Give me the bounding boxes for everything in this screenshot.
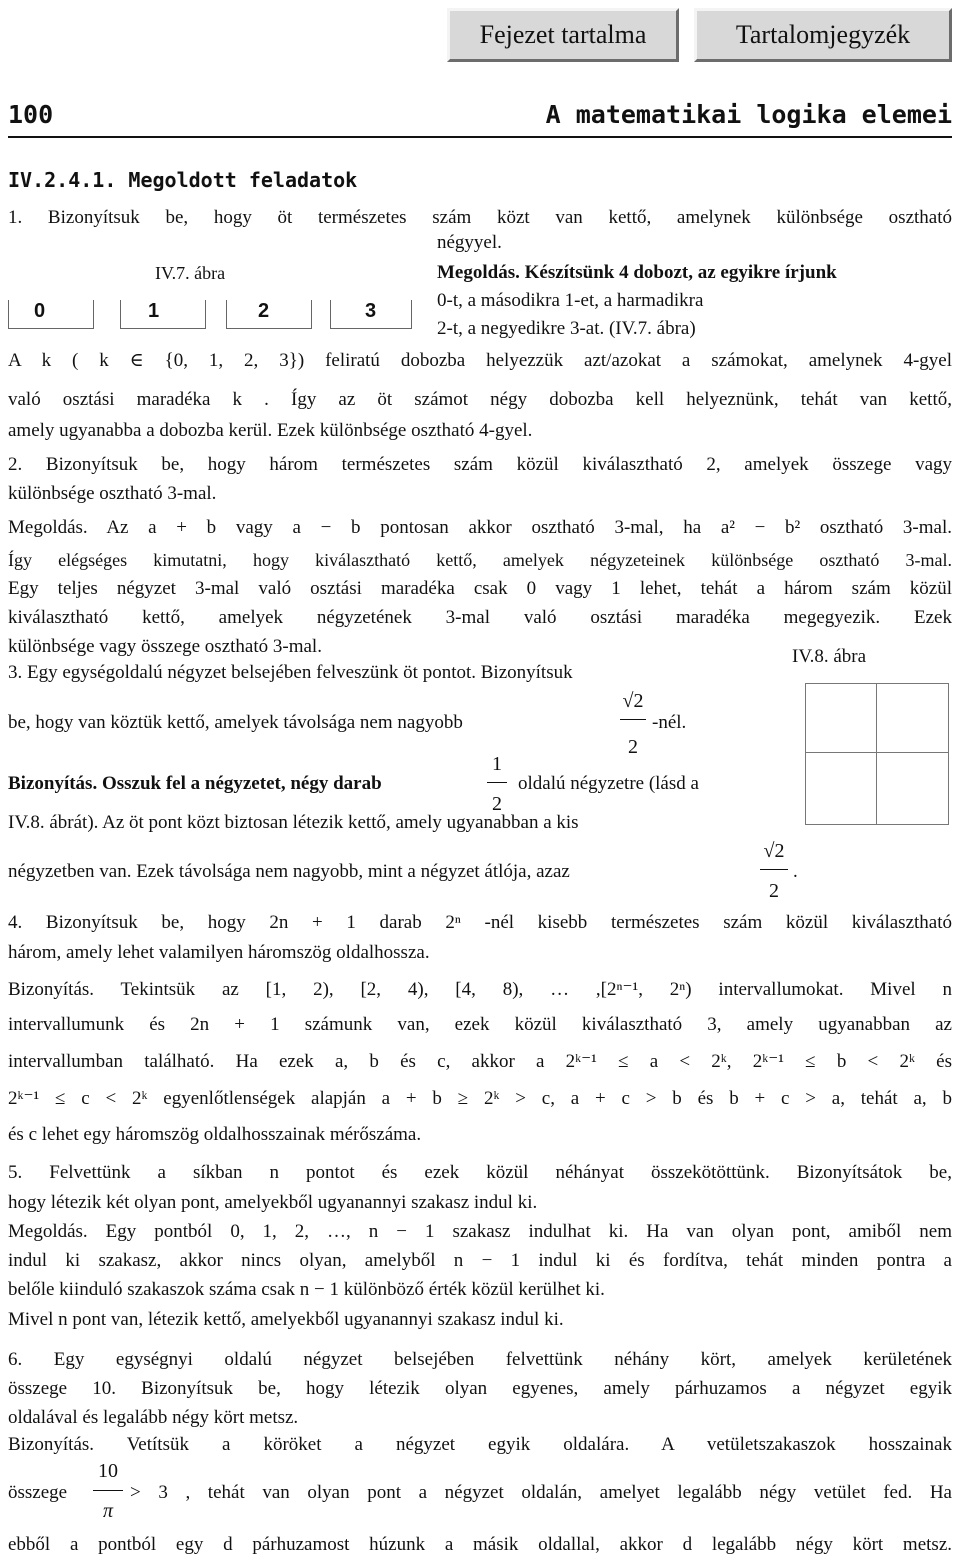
- text-line: kiválasztható kettő, amelyek négyzetének 3-mal való osztási maradéka megegyezik. Ezek: [8, 607, 952, 628]
- text-line: oldalával és legalább négy kört metsz.: [8, 1407, 299, 1428]
- text-line: 3. Egy egységoldalú négyzet belsejében felveszünk öt pontot. Bizonyítsuk: [8, 662, 573, 683]
- box-label: 3: [365, 300, 377, 322]
- page-title: A matematikai logika elemei: [545, 100, 952, 129]
- text-line: intervallumban található. Ha ezek a, b és c, akkor a 2ᵏ⁻¹ ≤ a < 2ᵏ, 2ᵏ⁻¹ ≤ b < 2ᵏ és: [8, 1051, 952, 1072]
- text-line: Megoldás. Egy pontból 0, 1, 2, …, n − 1 szakasz indulhat ki. Ha van olyan pont, amiből nem: [8, 1221, 952, 1242]
- fraction-bar: [760, 869, 788, 870]
- fraction-numerator: √2: [622, 690, 644, 712]
- text-line: ebből a pontból egy d párhuzamost húzunk a másik oldallal, akkor d legalább négy kört metsz.: [8, 1534, 952, 1555]
- text-line: Bizonyítás. Vetítsük a köröket a négyzet egyik oldalára. A vetületszakaszok hosszainak: [8, 1434, 952, 1455]
- text-line: négyyel.: [437, 232, 502, 253]
- text-line: Így elégséges kimutatni, hogy kiválasztható kettő, amelyek négyzeteinek különbsége osztható 3-mal.: [8, 550, 952, 570]
- text-line: 6. Egy egységnyi oldalú négyzet belsejében felvettünk néhány kört, amelyek kerületének: [8, 1349, 952, 1370]
- text-line: Megoldás. Készítsünk 4 dobozt, az egyikre írjunk: [437, 262, 837, 283]
- text-line: oldalú négyzetre (lásd a: [518, 773, 699, 794]
- fraction-denominator: 2: [628, 736, 638, 758]
- text-line: különbsége vagy összege osztható 3-mal.: [8, 636, 322, 657]
- text-line: 1. Bizonyítsuk be, hogy öt természetes szám közt van kettő, amelynek különbsége osztható: [8, 207, 952, 228]
- text-line: Megoldás. Az a + b vagy a − b pontosan akkor osztható 3-mal, ha a² − b² osztható 3-mal.: [8, 517, 952, 538]
- fraction-numerator: √2: [763, 840, 785, 862]
- section-title: IV.2.4.1. Megoldott feladatok: [8, 168, 358, 192]
- box-label: 0: [34, 300, 46, 322]
- fraction-denominator: 2: [492, 793, 502, 815]
- page-number: 100: [8, 100, 54, 129]
- text-line: Bizonyítás. Osszuk fel a négyzetet, négy darab: [8, 773, 382, 794]
- text-line: IV.8. ábrát). Az öt pont közt biztosan létezik kettő, amely ugyanabban a kis: [8, 812, 579, 833]
- text-line: 2. Bizonyítsuk be, hogy három természetes szám közül kiválasztható 2, amelyek összege vagy: [8, 454, 952, 475]
- fraction-numerator: 10: [98, 1460, 118, 1482]
- box-label: 1: [148, 300, 160, 322]
- text-line: 2-t, a negyedikre 3-at. (IV.7. ábra): [437, 318, 696, 339]
- text-line: és c lehet egy háromszög oldalhosszainak mérőszáma.: [8, 1124, 422, 1145]
- text-line: Egy teljes négyzet 3-mal való osztási maradéka csak 0 vagy 1 lehet, tehát a három szám közül: [8, 578, 952, 599]
- text-line: összege 10. Bizonyítsuk be, hogy létezik olyan egyenes, amely párhuzamos a négyzet egyik: [8, 1378, 952, 1399]
- text-line: hogy létezik két olyan pont, amelyekből ugyanannyi szakasz indul ki.: [8, 1192, 538, 1213]
- text-line: Bizonyítás. Tekintsük az [1, 2), [2, 4), [4, 8), … ,[2ⁿ⁻¹, 2ⁿ) intervallumokat. Mivel n: [8, 979, 952, 1000]
- unit-square-figure: [805, 683, 949, 825]
- text-line: A k ( k ∈ {0, 1, 2, 3}) feliratú dobozba helyezzük azt/azokat a számokat, amelynek 4-gyel: [8, 350, 952, 371]
- box-label: 2: [258, 300, 270, 322]
- table-of-contents-button[interactable]: Tartalomjegyzék: [694, 8, 952, 62]
- text-line: különbsége osztható 3-mal.: [8, 483, 217, 504]
- fraction-denominator: 2: [769, 880, 779, 902]
- figure-caption: IV.8. ábra: [792, 646, 867, 667]
- text-line: intervallumunk és 2n + 1 számunk van, ezek közül kiválasztható 3, amely ugyanabban az: [8, 1014, 952, 1035]
- text-line: be, hogy van köztük kettő, amelyek távolsága nem nagyobb: [8, 712, 463, 733]
- text-line: .: [793, 861, 798, 882]
- text-line: amely ugyanabba a dobozba kerül. Ezek különbsége osztható 4-gyel.: [8, 420, 533, 441]
- text-line: összege: [8, 1482, 68, 1503]
- text-line: három, amely lehet valamilyen háromszög oldalhossza.: [8, 942, 430, 963]
- text-line: 5. Felvettünk a síkban n pontot és ezek közül néhányat összekötöttünk. Bizonyítsátok be,: [8, 1162, 952, 1183]
- text-line: 2ᵏ⁻¹ ≤ c < 2ᵏ egyenlőtlenségek alapján a + b ≥ 2ᵏ > c, a + c > b és b + c > a, tehát a, b: [8, 1088, 952, 1109]
- text-line: -nél.: [652, 712, 687, 733]
- text-line: 4. Bizonyítsuk be, hogy 2n + 1 darab 2ⁿ -nél kisebb természetes szám közül kiválasztható: [8, 912, 952, 933]
- header-rule: [8, 136, 952, 138]
- text-line: > 3 , tehát van olyan pont a négyzet oldalán, amelyet legalább négy vetület fed. Ha: [130, 1482, 952, 1503]
- text-line: való osztási maradéka k . Így az öt számot négy dobozba kell helyeznünk, tehát van kettő,: [8, 389, 952, 410]
- text-line: indul ki szakasz, akkor nincs olyan, amelyből n − 1 indul ki és fordítva, tehát minden pontra a: [8, 1250, 952, 1271]
- fraction-numerator: 1: [492, 753, 502, 775]
- text-line: Mivel n pont van, létezik kettő, amelyekből ugyanannyi szakasz indul ki.: [8, 1309, 564, 1330]
- fraction-bar: [487, 782, 507, 783]
- text-line: négyzetben van. Ezek távolsága nem nagyobb, mint a négyzet átlója, azaz: [8, 861, 570, 882]
- fraction-bar: [93, 1490, 123, 1491]
- fraction-bar: [620, 719, 646, 720]
- fraction-denominator: π: [102, 1500, 114, 1522]
- figure-caption: IV.7. ábra: [155, 263, 226, 283]
- text-line: 0-t, a másodikra 1-et, a harmadikra: [437, 290, 704, 311]
- text-line: belőle kiinduló szakaszok száma csak n − 1 különböző érték közül kerülhet ki.: [8, 1279, 605, 1300]
- chapter-contents-button[interactable]: Fejezet tartalma: [447, 8, 679, 62]
